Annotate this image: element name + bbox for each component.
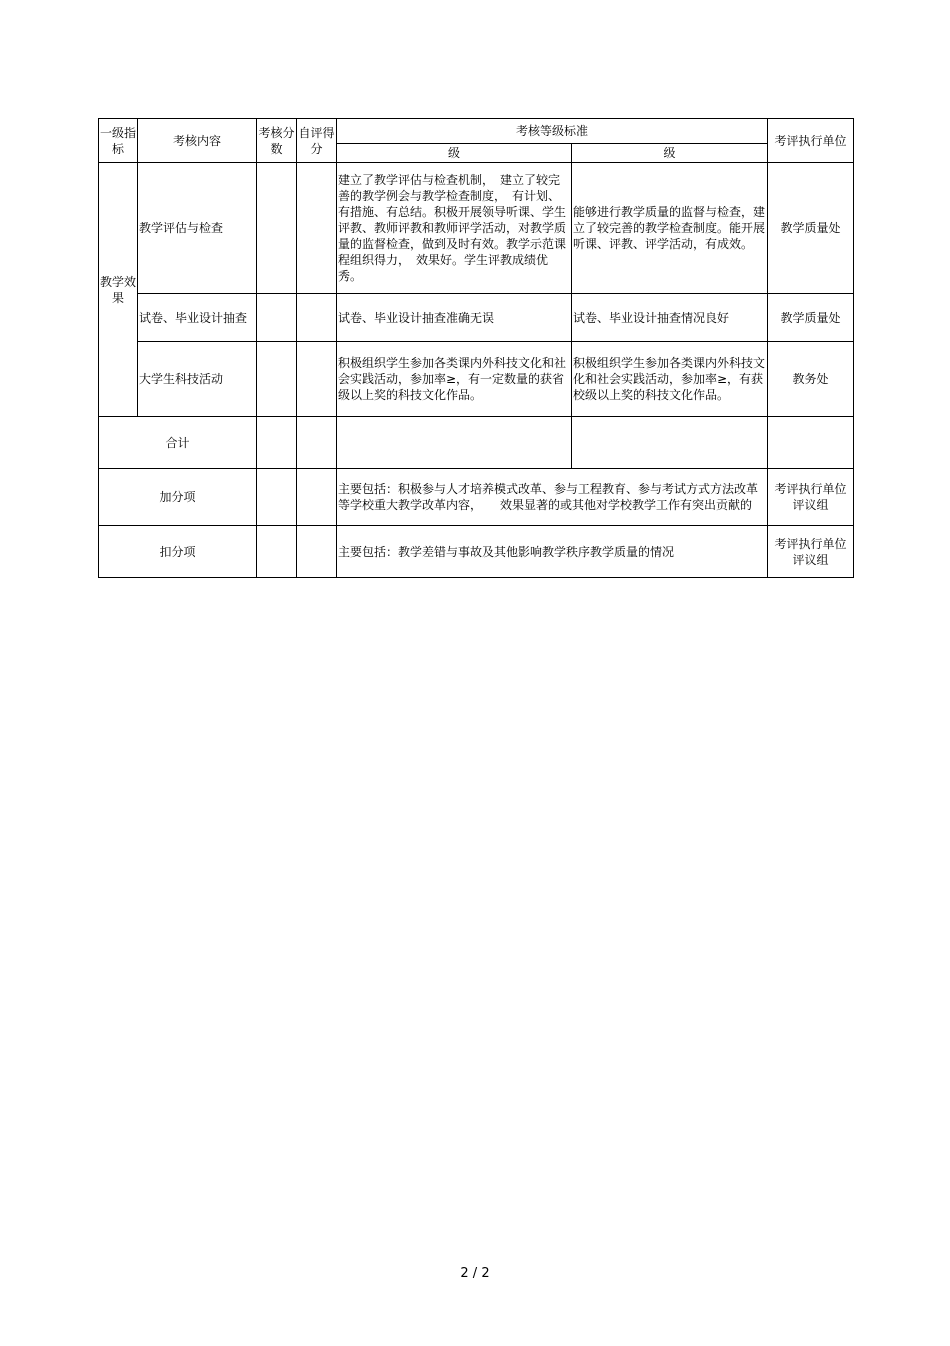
header-content: 考核内容 <box>138 119 257 163</box>
score-cell <box>257 342 297 417</box>
executor-cell: 教学质量处 <box>768 294 854 342</box>
deduct-score-cell <box>257 526 297 578</box>
executor-cell: 教务处 <box>768 342 854 417</box>
total-grade-b-cell <box>572 417 768 469</box>
category-cell: 教学效果 <box>99 163 138 417</box>
content-cell: 大学生科技活动 <box>138 342 257 417</box>
score-cell <box>257 163 297 294</box>
deduct-executor: 考评执行单位评议组 <box>768 526 854 578</box>
content-cell: 教学评估与检查 <box>138 163 257 294</box>
bonus-self-score-cell <box>297 469 337 526</box>
total-label: 合计 <box>99 417 257 469</box>
deduct-self-score-cell <box>297 526 337 578</box>
header-score: 考核分数 <box>257 119 297 163</box>
score-cell <box>257 294 297 342</box>
page-number: 2 / 2 <box>460 1266 490 1281</box>
bonus-text: 主要包括：积极参与人才培养模式改革、参与工程教育、参与考试方式方法改革等学校重大教学改革内容， 效果显著的或其他对学校教学工作有突出贡献的 <box>337 469 768 526</box>
bonus-score-cell <box>257 469 297 526</box>
header-self-score: 自评得分 <box>297 119 337 163</box>
header-grade-standard: 考核等级标准 <box>337 119 768 144</box>
self-score-cell <box>297 294 337 342</box>
executor-cell: 教学质量处 <box>768 163 854 294</box>
header-grade-a: 级 <box>337 144 572 163</box>
grade-b-cell: 能够进行教学质量的监督与检查，建立了较完善的教学检查制度。能开展听课、评教、评学活动，有成效。 <box>572 163 768 294</box>
grade-a-cell: 试卷、毕业设计抽查准确无误 <box>337 294 572 342</box>
bonus-label: 加分项 <box>99 469 257 526</box>
total-executor-cell <box>768 417 854 469</box>
bonus-executor: 考评执行单位评议组 <box>768 469 854 526</box>
assessment-table <box>98 118 854 578</box>
total-score-cell <box>257 417 297 469</box>
content-cell: 试卷、毕业设计抽查 <box>138 294 257 342</box>
grade-a-cell: 积极组织学生参加各类课内外科技文化和社会实践活动，参加率≥，有一定数量的获省级以上奖的科技文化作品。 <box>337 342 572 417</box>
self-score-cell <box>297 163 337 294</box>
grade-b-cell: 试卷、毕业设计抽查情况良好 <box>572 294 768 342</box>
self-score-cell <box>297 342 337 417</box>
header-grade-b: 级 <box>572 144 768 163</box>
deduct-label: 扣分项 <box>99 526 257 578</box>
grade-a-cell: 建立了教学评估与检查机制， 建立了较完善的教学例会与教学检查制度， 有计划、有措施、有总结。积极开展领导听课、学生评教、教师评教和教师评学活动，对教学质量的监督检查，做到及时有效。教学示范课程组织得力， 效果好。学生评教成绩优秀。 <box>337 163 572 294</box>
header-level1: 一级指标 <box>99 119 138 163</box>
deduct-text: 主要包括：教学差错与事故及其他影响教学秩序教学质量的情况 <box>337 526 768 578</box>
total-self-score-cell <box>297 417 337 469</box>
header-executor: 考评执行单位 <box>768 119 854 163</box>
total-grade-a-cell <box>337 417 572 469</box>
grade-b-cell: 积极组织学生参加各类课内外科技文化和社会实践活动，参加率≥，有获校级以上奖的科技文化作品。 <box>572 342 768 417</box>
